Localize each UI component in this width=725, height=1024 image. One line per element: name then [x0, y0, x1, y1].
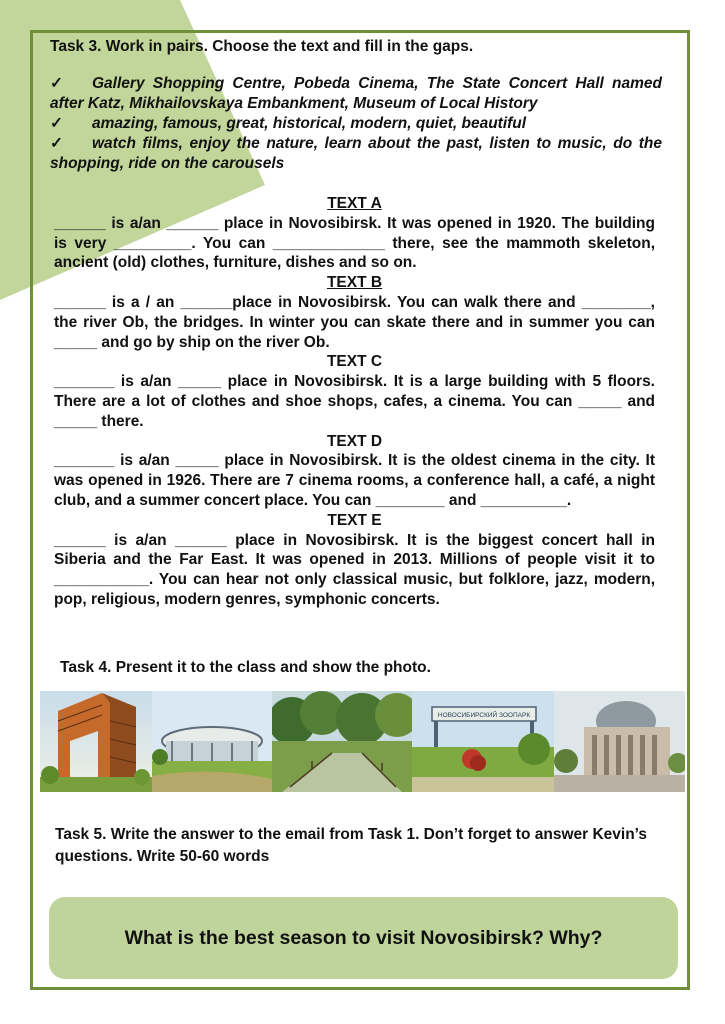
check-icon: ✓ — [50, 75, 63, 92]
text-b-body: ______ is a / an ______place in Novosibirsk. You can walk there and ________, the river Ob, the bridges. In winter you can skate there and in summer you can _____ and go by ship on the river Ob. — [54, 293, 655, 351]
check-icon: ✓ — [50, 135, 63, 152]
photo-stadium — [152, 691, 272, 792]
text-e-title: TEXT E — [327, 511, 382, 529]
photo-opera-theatre — [554, 691, 685, 792]
check-icon: ✓ — [50, 115, 63, 132]
photo-embankment — [272, 691, 412, 792]
option-list-activities — [50, 134, 662, 174]
zoo-sign-text: НОВОСИБИРСКИЙ ЗООПАРК — [437, 712, 531, 719]
text-d-body: _______ is a/an _____ place in Novosibirsk. It is the oldest cinema in the city. It was opened in 1926. There are 7 cinema rooms, a conference hall, a café, a night club, and a summer concert place. You can ________ and __________. — [54, 452, 655, 509]
text-d-title: TEXT D — [326, 432, 383, 450]
task3-options — [50, 74, 662, 174]
option-list-places — [50, 74, 662, 114]
option-list-adjectives — [50, 114, 662, 134]
text-a-title: TEXT A — [327, 195, 382, 212]
photo-zoo — [412, 691, 554, 792]
task3-heading: Task 3. Work in pairs. Choose the text and fill in the gaps. — [50, 38, 474, 55]
gap-texts — [54, 194, 655, 610]
text-b-title: TEXT B — [326, 274, 383, 292]
text-c-body: _______ is a/an _____ place in Novosibirsk. It is a large building with 5 floors. There are a lot of clothes and shoe shops, cafes, a cinema. You can _____ and _____ there. — [54, 373, 655, 430]
option-text: amazing, famous, great, historical, modern, quiet, beautiful — [92, 115, 527, 132]
photo-modern-building — [40, 691, 152, 792]
question-box — [49, 897, 678, 979]
task4-heading: Task 4. Present it to the class and show the photo. — [60, 659, 431, 676]
option-text: watch films, enjoy the nature, learn about the past, listen to music, do the shopping, ride on the carousels — [50, 135, 662, 172]
text-e-body: ______ is a/an ______ place in Novosibirsk. It is the biggest concert hall in Siberia and the Far East. It was opened in 2013. Millions of people visit it to ___________. You can hear not only classical music, but folklore, jazz, modern, pop, religious, modern genres, symphonic concerts. — [54, 531, 655, 608]
option-text: Gallery Shopping Centre, Pobeda Cinema, The State Concert Hall named after Katz, Mikhailovskaya Embankment, Museum of Local History — [50, 75, 662, 112]
photo-strip — [40, 691, 685, 792]
question-text: What is the best season to visit Novosibirsk? Why? — [124, 926, 603, 949]
text-a-body: ______ is a/an ______ place in Novosibirsk. It was opened in 1920. The building is very _________. You can _____________ there, see the mammoth skeleton, ancient (old) clothes, furniture, dishes and so on. — [54, 214, 655, 272]
task5-heading: Task 5. Write the answer to the email from Task 1. Don’t forget to answer Kevin’s questions. Write 50-60 words — [55, 826, 648, 865]
text-c-title: TEXT C — [326, 353, 383, 371]
